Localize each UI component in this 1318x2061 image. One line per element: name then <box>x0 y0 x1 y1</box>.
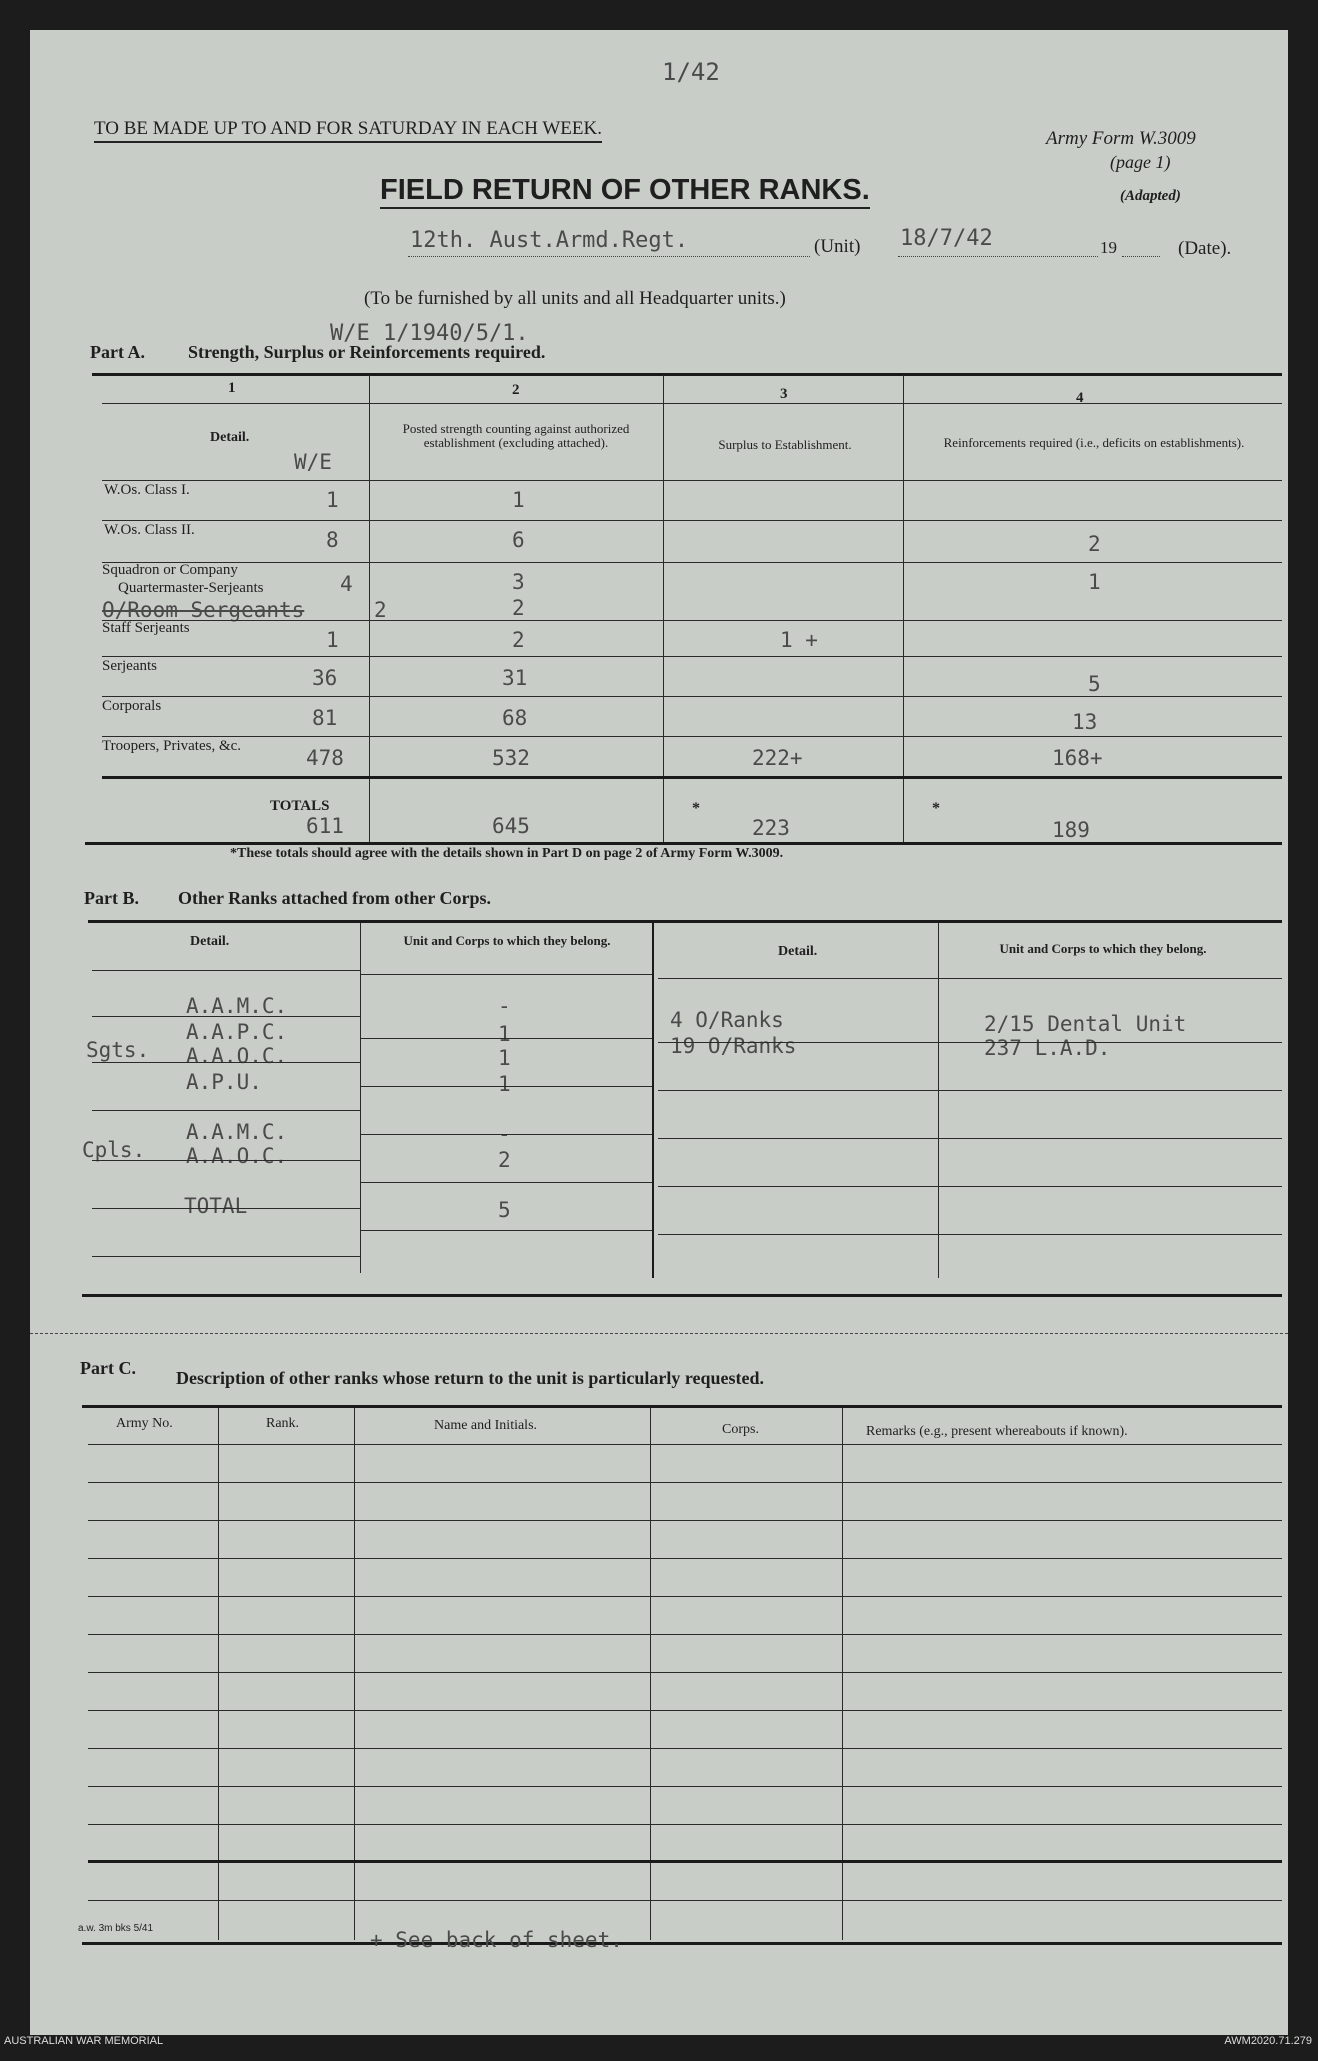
corps-name: TOTAL <box>184 1194 248 1218</box>
attached-unit: 2/15 Dental Unit <box>984 1012 1187 1036</box>
count: 2 <box>498 1148 511 1172</box>
cell-posted: 3 <box>512 570 525 594</box>
part-c-bottom-rule <box>82 1942 1282 1945</box>
form-sheet <box>30 30 1288 2035</box>
row-rule <box>92 1208 360 1209</box>
unit-value: 12th. Aust.Armd.Regt. <box>410 228 689 253</box>
row-rule <box>102 520 1282 521</box>
credit-right: AWM2020.71.279 <box>1224 2035 1312 2047</box>
row-rule <box>88 1748 1282 1749</box>
totals-we: 611 <box>306 814 344 838</box>
cell-we: 1 <box>326 488 339 512</box>
part-b-top-rule <box>88 920 1282 923</box>
corps-name: A.P.U. <box>186 1070 262 1094</box>
attached-detail: 19 O/Ranks <box>670 1034 797 1058</box>
count: - <box>498 994 511 1018</box>
header-we: W/E <box>294 450 332 474</box>
col-number: 4 <box>1076 390 1084 406</box>
adapted-note: (Adapted) <box>1120 188 1181 204</box>
row-label: Quartermaster-Serjeants <box>118 580 264 596</box>
part-c-title: Part C. <box>80 1358 136 1378</box>
totals-mark: * <box>932 800 940 817</box>
row-rule <box>938 1042 1282 1043</box>
row-rule <box>88 1558 1282 1559</box>
date-label: (Date). <box>1178 238 1232 259</box>
cell-posted: 2 <box>512 596 525 620</box>
row-rule <box>92 1062 360 1063</box>
row-rule <box>102 696 1282 697</box>
cell-we: 8 <box>326 528 339 552</box>
count: 1 <box>498 1022 511 1046</box>
corps-name: A.A.M.C. <box>186 994 288 1018</box>
cell-surplus: 1 + <box>780 628 818 652</box>
row-rule <box>658 978 938 979</box>
header-posted: Posted strength counting against authorized establishment (excluding attached). <box>402 421 630 450</box>
row-rule <box>88 1596 1282 1597</box>
see-back-note: + See back of sheet. <box>370 1928 623 1952</box>
header-army-no: Army No. <box>116 1416 173 1431</box>
row-rule <box>92 1256 360 1257</box>
col-number: 2 <box>512 382 520 398</box>
cell-we: 478 <box>306 746 344 770</box>
row-label: Troopers, Privates, &c. <box>102 738 242 754</box>
form-page: (page 1) <box>1110 152 1171 172</box>
instruction-line: TO BE MADE UP TO AND FOR SATURDAY IN EACH WEEK. <box>94 118 602 143</box>
row-rule <box>88 1634 1282 1635</box>
header-rule <box>102 480 1282 481</box>
attached-unit: 237 L.A.D. <box>984 1036 1111 1060</box>
row-rule-heavy <box>88 1860 1282 1863</box>
row-rule <box>88 1786 1282 1787</box>
cell-reinforcements: 168+ <box>1052 746 1103 770</box>
part-b-bottom-rule <box>82 1294 1282 1297</box>
header-rank: Rank. <box>266 1416 300 1431</box>
col-divider <box>938 923 939 1278</box>
totals-posted: 645 <box>492 814 530 838</box>
cell-posted: 1 <box>512 488 525 512</box>
rank-group: Sgts. <box>86 1038 150 1062</box>
header-unit-corps: Unit and Corps to which they belong. <box>999 941 1207 956</box>
col-divider <box>360 923 361 1273</box>
row-rule <box>938 978 1282 979</box>
col-number: 3 <box>780 386 788 402</box>
row-rule <box>102 562 1282 563</box>
rank-group: Cpls. <box>82 1138 146 1162</box>
totals-reinforcements: 189 <box>1052 818 1090 842</box>
row-rule <box>658 1234 938 1235</box>
cell-we: 2 <box>374 598 387 622</box>
folio-number: 1/42 <box>662 58 720 86</box>
row-rule <box>102 620 1282 621</box>
totals-mark: * <box>692 800 700 817</box>
corps-name: A.A.M.C. <box>186 1120 288 1144</box>
col-divider <box>663 375 664 845</box>
part-a-footnote: *These totals should agree with the details shown in Part D on page 2 of Army Form W.3009. <box>230 846 784 861</box>
count: 5 <box>498 1198 511 1222</box>
cell-we: 36 <box>312 666 338 690</box>
row-rule <box>360 1182 652 1183</box>
part-a-title: Part A. <box>90 342 145 362</box>
date-year: 19 <box>1100 238 1117 257</box>
part-c-top-rule <box>82 1405 1282 1408</box>
col-number: 1 <box>228 380 236 396</box>
row-rule <box>658 1042 938 1043</box>
header-name: Name and Initials. <box>434 1418 538 1433</box>
part-c-subtitle: Description of other ranks whose return to the unit is particularly requested. <box>176 1368 764 1388</box>
page-title: FIELD RETURN OF OTHER RANKS. <box>380 174 870 209</box>
totals-label: TOTALS <box>270 798 330 814</box>
header-detail: Detail. <box>778 944 818 959</box>
row-rule <box>938 1138 1282 1139</box>
row-rule <box>658 1090 938 1091</box>
totals-rule <box>102 776 1282 779</box>
row-rule <box>88 1520 1282 1521</box>
cell-posted: 532 <box>492 746 530 770</box>
we-reference: W/E 1/1940/5/1. <box>330 321 529 346</box>
row-rule <box>658 1186 938 1187</box>
row-rule <box>360 1134 652 1135</box>
cell-reinforcements: 2 <box>1088 532 1101 556</box>
attached-detail: 4 O/Ranks <box>670 1008 784 1032</box>
row-label: W.Os. Class I. <box>104 482 190 498</box>
cell-posted: 68 <box>502 706 528 730</box>
row-rule <box>92 1160 360 1161</box>
row-label: Squadron or Company <box>102 562 238 578</box>
year-dotted-line <box>1122 256 1160 257</box>
header-surplus: Surplus to Establishment. <box>718 437 852 452</box>
row-rule <box>88 1900 1282 1901</box>
unit-label: (Unit) <box>814 236 861 257</box>
cell-we: 81 <box>312 706 338 730</box>
row-label: Serjeants <box>102 658 157 674</box>
perforation-line <box>30 1333 1288 1334</box>
part-b-title: Part B. <box>84 888 139 908</box>
corps-name: A.A.P.C. <box>186 1020 288 1044</box>
row-rule <box>88 1482 1282 1483</box>
col-divider <box>369 375 370 845</box>
part-b-subtitle: Other Ranks attached from other Corps. <box>178 888 491 908</box>
row-label: Staff Serjeants <box>102 620 190 636</box>
header-corps: Corps. <box>722 1422 759 1437</box>
cell-posted: 6 <box>512 528 525 552</box>
corps-name: A.A.O.C. <box>186 1144 288 1168</box>
corps-name: A.A.O.C. <box>186 1044 288 1068</box>
row-rule <box>92 970 360 971</box>
print-code: a.w. 3m bks 5/41 <box>78 1923 154 1934</box>
furnish-note: (To be furnished by all units and all Headquarter units.) <box>364 288 786 309</box>
row-label: O/Room Sergeants <box>102 598 305 622</box>
cell-reinforcements: 13 <box>1072 710 1098 734</box>
row-rule <box>92 1016 360 1017</box>
header-reinforcements: Reinforcements required (i.e., deficits on establishments). <box>943 435 1245 450</box>
cell-posted: 2 <box>512 628 525 652</box>
date-dotted-line <box>898 256 1098 257</box>
row-rule <box>938 1234 1282 1235</box>
row-rule <box>938 1090 1282 1091</box>
row-rule <box>92 1110 360 1111</box>
row-rule <box>102 736 1282 737</box>
form-reference: Army Form W.3009 <box>1046 128 1196 149</box>
count: - <box>498 1122 511 1146</box>
row-rule <box>360 1038 652 1039</box>
cell-reinforcements: 1 <box>1088 570 1101 594</box>
cell-reinforcements: 5 <box>1088 672 1101 696</box>
row-rule <box>658 1138 938 1139</box>
row-rule <box>88 1710 1282 1711</box>
row-rule <box>88 1824 1282 1825</box>
row-label: W.Os. Class II. <box>104 522 195 538</box>
row-rule <box>360 1230 652 1231</box>
subheader-rule <box>102 403 1282 404</box>
table-top-rule <box>92 373 1282 376</box>
row-rule <box>360 1086 652 1087</box>
row-rule <box>938 1186 1282 1187</box>
cell-posted: 31 <box>502 666 528 690</box>
row-rule <box>88 1444 1282 1445</box>
unit-dotted-line <box>408 256 810 257</box>
row-rule <box>360 974 652 975</box>
totals-surplus: 223 <box>752 816 790 840</box>
header-detail: Detail. <box>210 430 250 445</box>
row-label: Corporals <box>102 698 162 714</box>
date-value: 18/7/42 <box>900 226 993 251</box>
cell-surplus: 222+ <box>752 746 803 770</box>
part-a-subtitle: Strength, Surplus or Reinforcements required. <box>188 342 546 362</box>
cell-we: 1 <box>326 628 339 652</box>
row-rule <box>102 656 1282 657</box>
table-bottom-rule <box>85 842 1282 845</box>
header-detail: Detail. <box>190 934 230 949</box>
header-remarks: Remarks (e.g., present whereabouts if known). <box>866 1424 1128 1439</box>
row-rule <box>88 1672 1282 1673</box>
count: 1 <box>498 1046 511 1070</box>
count: 1 <box>498 1072 511 1096</box>
col-divider <box>903 375 904 845</box>
header-unit-corps: Unit and Corps to which they belong. <box>403 933 611 948</box>
col-divider <box>652 923 654 1278</box>
credit-left: AUSTRALIAN WAR MEMORIAL <box>4 2035 164 2047</box>
cell-we: 4 <box>340 572 353 596</box>
